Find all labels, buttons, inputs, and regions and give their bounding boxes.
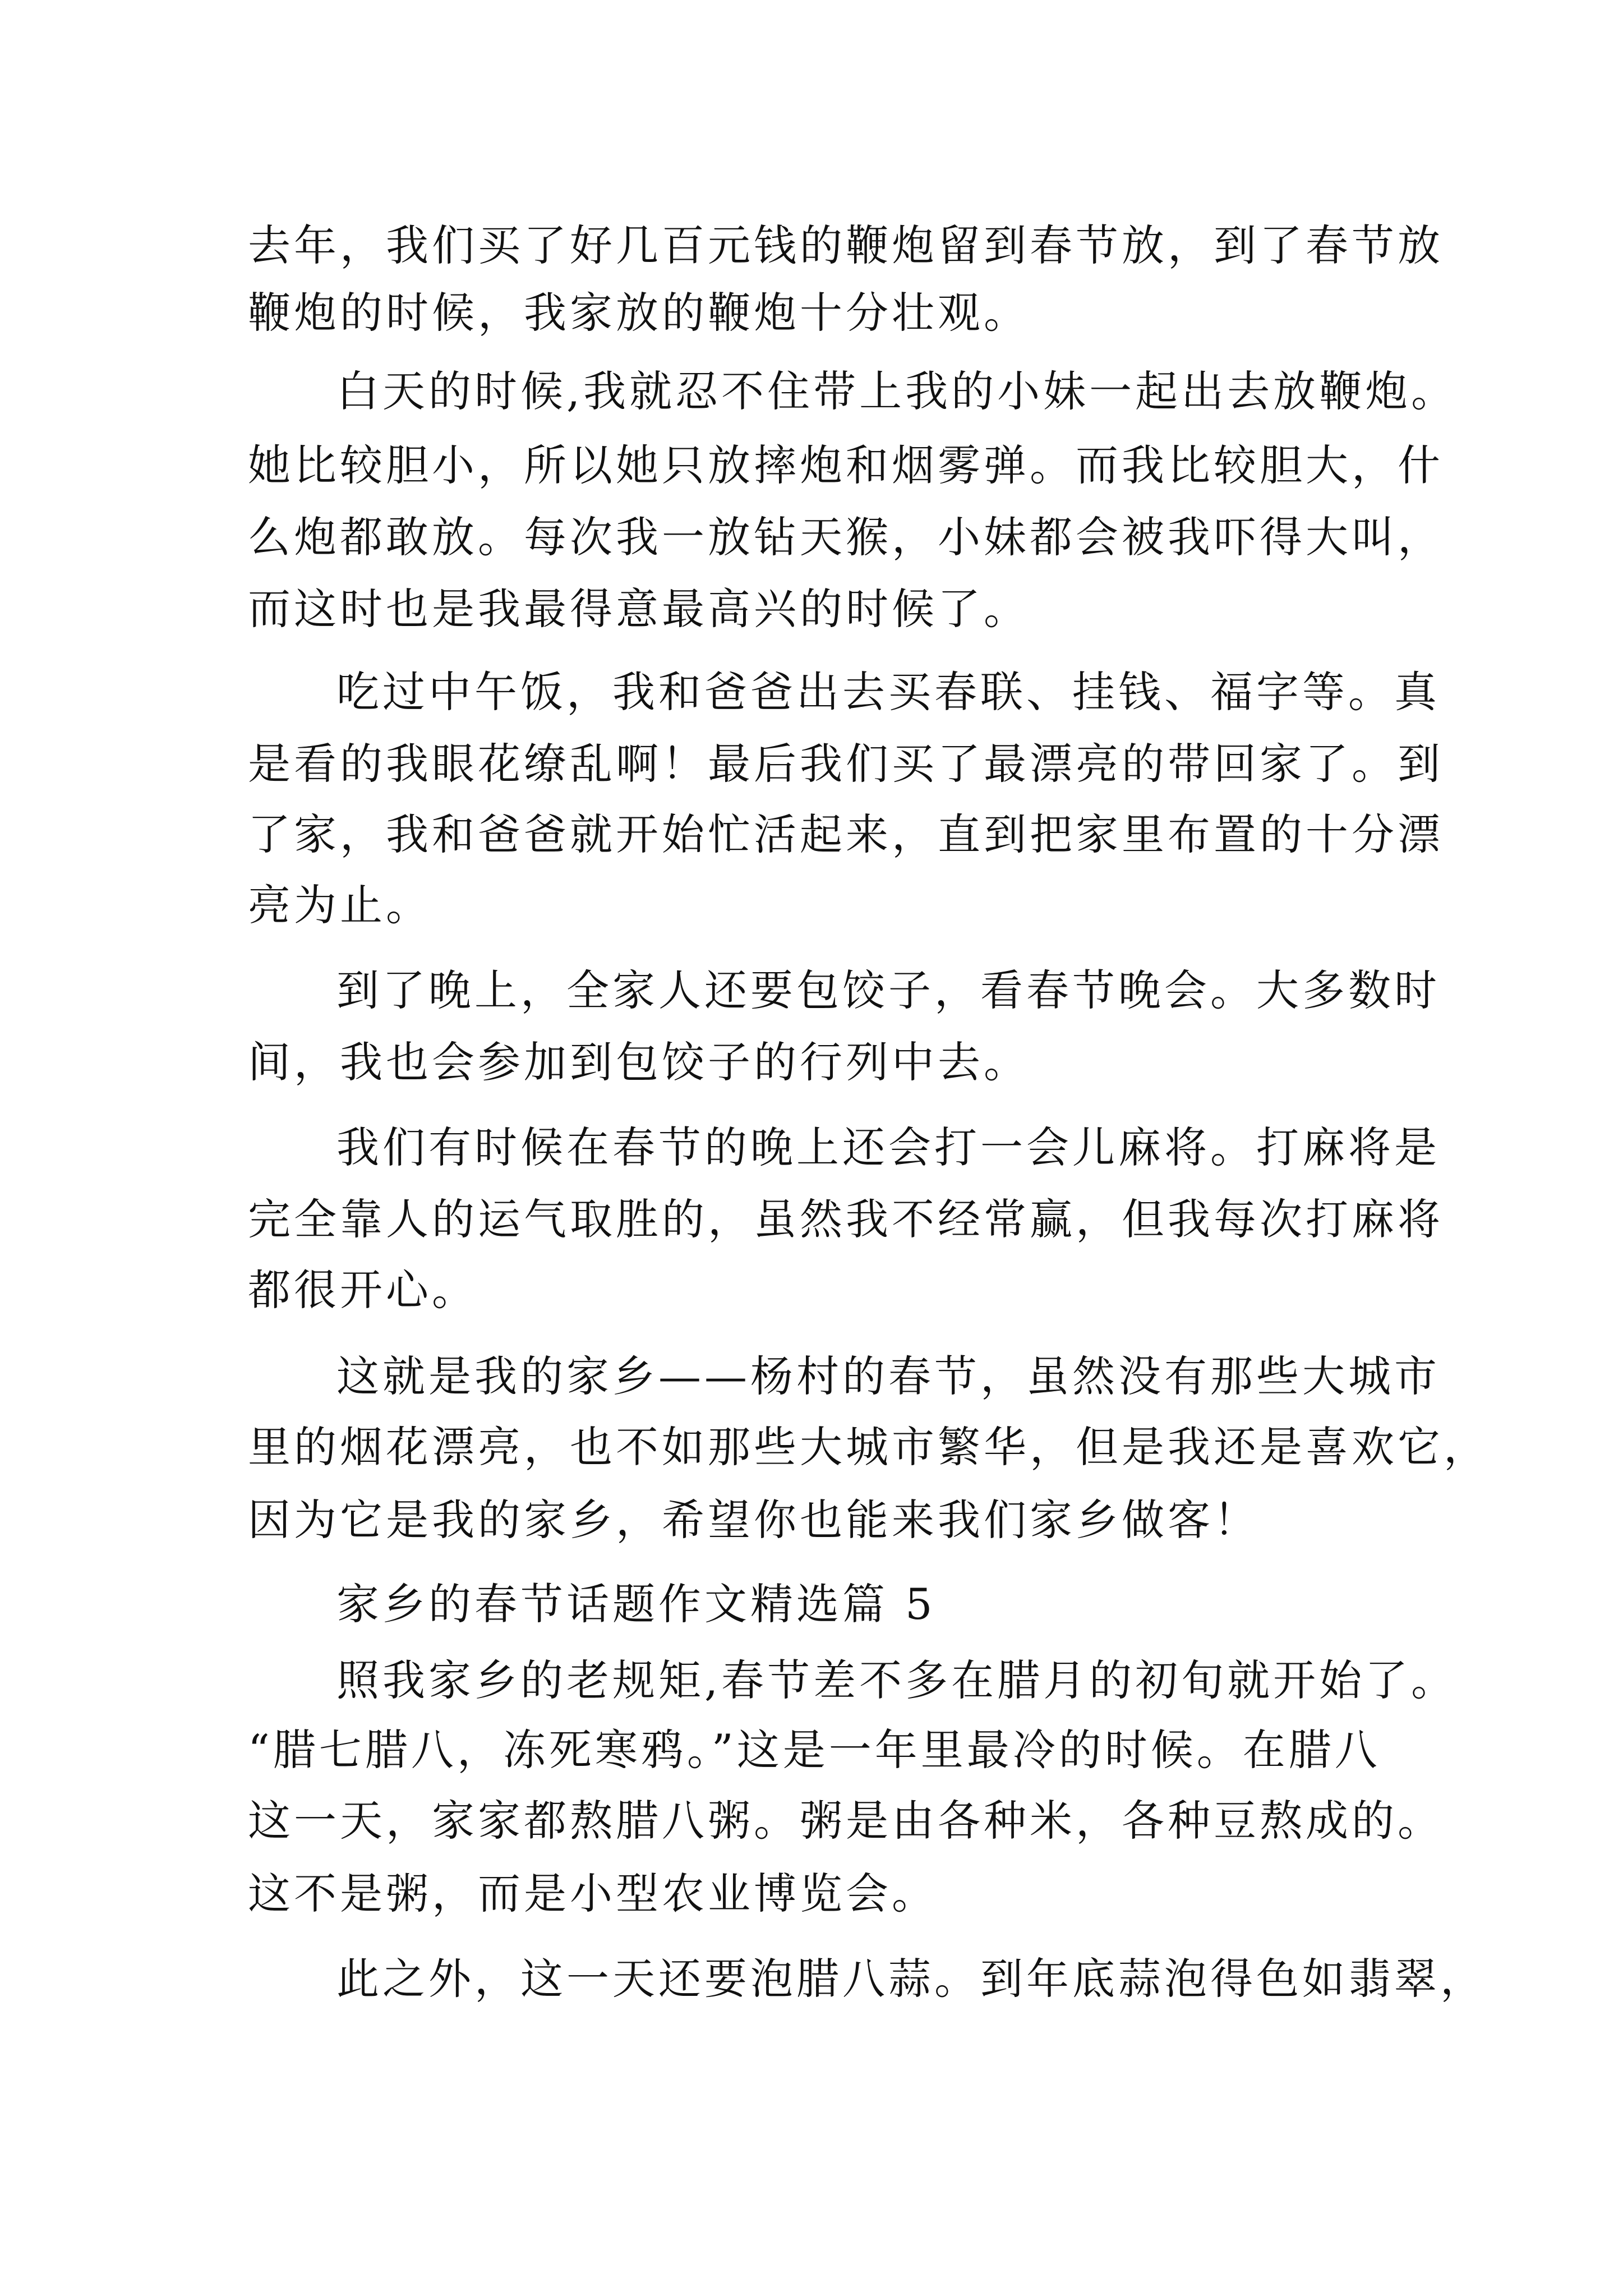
text-line: 白天的时候,我就忍不住带上我的小妹一起出去放鞭炮。: [336, 366, 1458, 416]
text-line: 鞭炮的时候，我家放的鞭炮十分壮观。: [248, 288, 1030, 338]
text-line: 都很开心。: [248, 1265, 478, 1315]
text-line: 这就是我的家乡——杨村的春节，虽然没有那些大城市: [336, 1351, 1440, 1401]
text-line: 她比较胆小，所以她只放摔炮和烟雾弹。而我比较胆大，什: [248, 440, 1444, 490]
text-line: 吃过中午饭，我和爸爸出去买春联、挂钱、福字等。真: [336, 667, 1440, 717]
text-line: 这一天，家家都熬腊八粥。粥是由各种米，各种豆熬成的。: [248, 1796, 1444, 1846]
text-line: 去年，我们买了好几百元钱的鞭炮留到春节放，到了春节放: [248, 220, 1444, 270]
text-line: 间，我也会参加到包饺子的行列中去。: [248, 1037, 1030, 1087]
section-heading: 家乡的春节话题作文精选篇 5: [336, 1579, 936, 1629]
text-line: “腊七腊八，冻死寒鸦。”这是一年里最冷的时候。在腊八: [248, 1725, 1381, 1775]
text-line: 了家，我和爸爸就开始忙活起来，直到把家里布置的十分漂: [248, 809, 1444, 859]
text-line: 完全靠人的运气取胜的，虽然我不经常赢，但我每次打麻将: [248, 1194, 1444, 1244]
text-line: 而这时也是我最得意最高兴的时候了。: [248, 584, 1030, 634]
text-line: 因为它是我的家乡，希望你也能来我们家乡做客！: [248, 1495, 1260, 1545]
text-line: 亮为止。: [248, 880, 432, 930]
text-line: 到了晚上，全家人还要包饺子，看春节晚会。大多数时: [336, 965, 1440, 1015]
text-line: 我们有时候在春节的晚上还会打一会儿麻将。打麻将是: [336, 1122, 1440, 1172]
text-line: 此之外，这一天还要泡腊八蒜。到年底蒜泡得色如翡翠，: [336, 1954, 1486, 2004]
text-line: 是看的我眼花缭乱啊！最后我们买了最漂亮的带回家了。到: [248, 739, 1444, 789]
text-line: 照我家乡的老规矩,春节差不多在腊月的初旬就开始了。: [336, 1655, 1458, 1705]
text-line: 么炮都敢放。每次我一放钻天猴，小妹都会被我吓得大叫，: [248, 512, 1444, 562]
text-line: 里的烟花漂亮，也不如那些大城市繁华，但是我还是喜欢它，: [248, 1422, 1490, 1472]
text-line: 这不是粥，而是小型农业博览会。: [248, 1869, 938, 1918]
